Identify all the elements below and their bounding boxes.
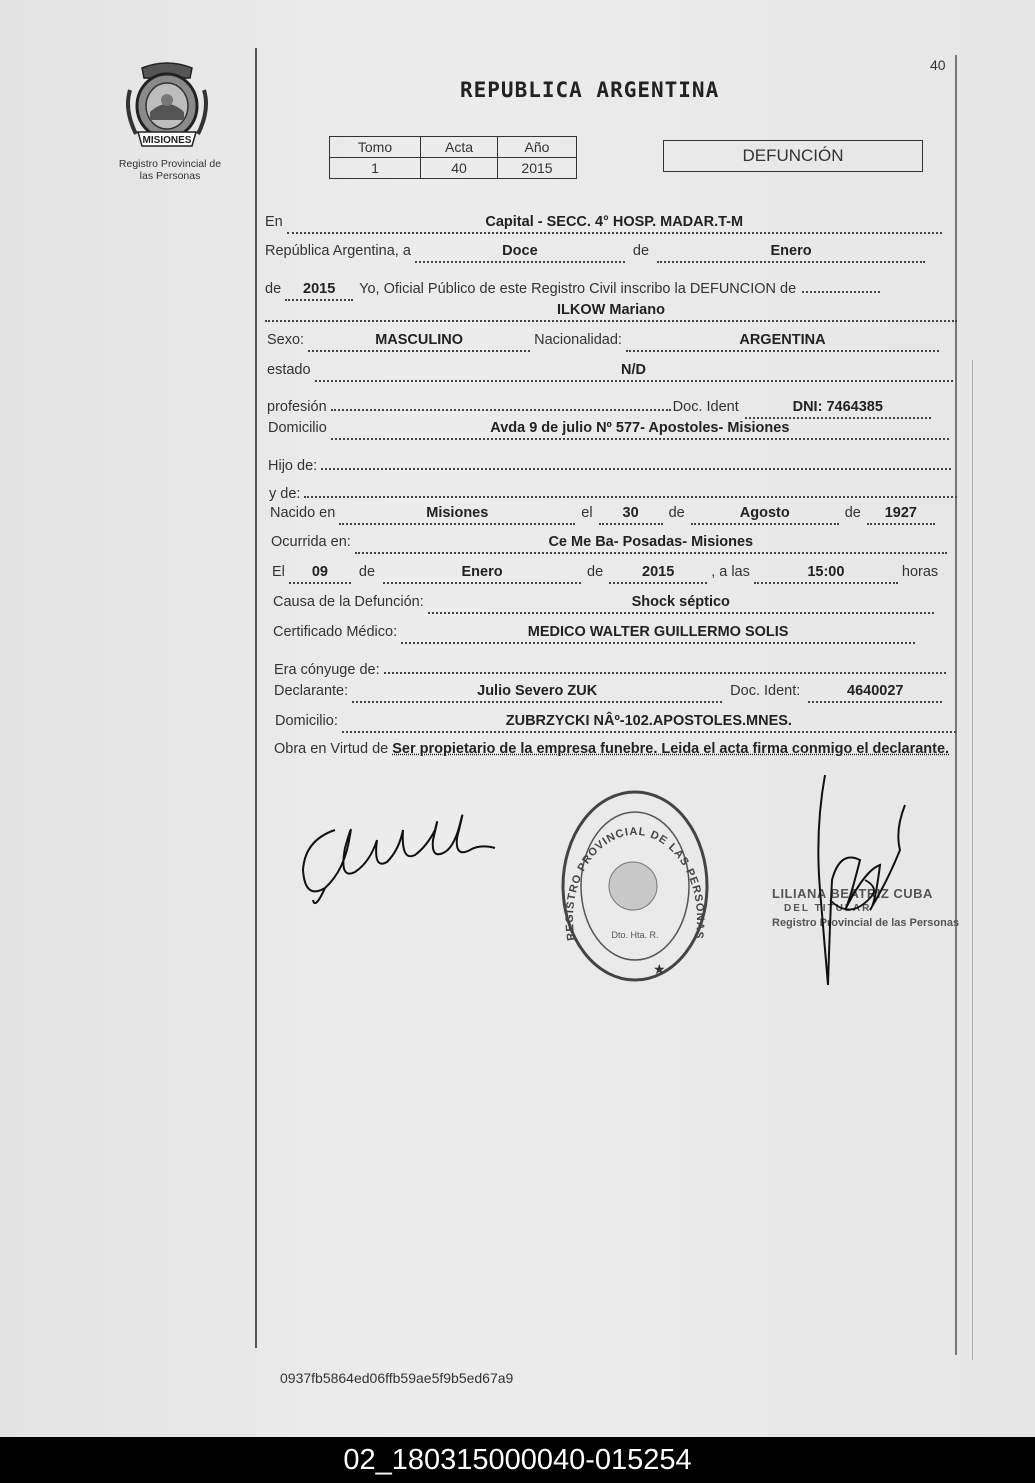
page-number: 40: [930, 57, 946, 73]
field-nacionalidad: ARGENTINA: [626, 332, 939, 352]
right-margin-line: [955, 55, 957, 1355]
row-declarante: Declarante: Julio Severo ZUK Doc. Ident: 4640027: [274, 683, 942, 703]
declarant-signature: [295, 800, 505, 915]
svg-text:★: ★: [653, 962, 666, 978]
record-type-box: DEFUNCIÓN: [663, 140, 923, 172]
field-anio: 2015: [285, 281, 353, 301]
row-estado: estado N/D: [267, 362, 953, 382]
row-hijo: Hijo de:: [268, 450, 951, 474]
field-profesion: [331, 391, 671, 411]
row-domicilio: Domicilio Avda 9 de julio Nº 577- Apostoles- Misiones: [268, 420, 949, 440]
seal-inner-text: Dto. Hta. R.: [611, 930, 659, 940]
official-role: DEL TITULAR: [784, 903, 872, 914]
field-mes-nacimiento: Agosto: [691, 505, 839, 525]
row-fecha-defuncion: El 09 de Enero de 2015 , a las 15:00 horas: [272, 564, 942, 584]
field-obra: Ser propietario de la empresa funebre. Leida el acta firma conmigo el declarante.: [392, 741, 950, 757]
page-edge-line: [972, 360, 973, 1360]
crest-text: MISIONES: [142, 135, 192, 146]
row-conyuge: Era cónyuge de:: [274, 654, 946, 678]
officer-text: Yo, Oficial Público de este Registro Civil inscribo la DEFUNCION de: [359, 281, 797, 297]
value-tomo: 1: [330, 158, 421, 179]
field-dia-defuncion: 09: [289, 564, 351, 584]
field-certificado: MEDICO WALTER GUILLERMO SOLIS: [401, 624, 915, 644]
field-ocurrida: Ce Me Ba- Posadas- Misiones: [355, 534, 947, 554]
field-lugar: Capital - SECC. 4° HOSP. MADAR.T-M: [287, 214, 942, 234]
row-oficial: de 2015 Yo, Oficial Público de este Registro Civil inscribo la DEFUNCION de: [265, 273, 880, 301]
image-id-footer: 02_180315000040-015254: [0, 1437, 1035, 1483]
field-dia: Doce: [415, 243, 625, 263]
value-acta: 40: [421, 158, 498, 179]
row-yde: y de:: [269, 478, 957, 502]
field-causa: Shock séptico: [428, 594, 934, 614]
page-title: REPUBLICA ARGENTINA: [460, 78, 720, 102]
document-hash: 0937fb5864ed06ffb59ae5f9b5ed67a9: [280, 1370, 514, 1386]
official-name: LILIANA BEATRIZ CUBA: [772, 886, 933, 901]
official-seal-stamp: [555, 790, 715, 990]
field-deceased-name: ILKOW Mariano: [265, 302, 957, 322]
field-mes-defuncion: Enero: [383, 564, 581, 584]
row-nacimiento: Nacido en Misiones el 30 de Agosto de 1927: [270, 505, 935, 525]
row-domicilio-declarante: Domicilio: ZUBRZYCKI NÂº-102.APOSTOLES.MNES.: [275, 713, 956, 733]
field-conyuge: [384, 654, 946, 674]
field-anio-defuncion: 2015: [609, 564, 707, 584]
table-row: [330, 158, 577, 179]
field-declarante: Julio Severo ZUK: [352, 683, 722, 703]
header-anio: Año: [498, 137, 577, 158]
field-doc: DNI: 7464385: [745, 399, 931, 419]
field-hora-defuncion: 15:00: [754, 564, 898, 584]
field-doc-declarante: 4640027: [808, 683, 942, 703]
field-sexo: MASCULINO: [308, 332, 530, 352]
record-number-table: [329, 136, 577, 179]
header-acta: Acta: [421, 137, 498, 158]
row-certificado: Certificado Médico: MEDICO WALTER GUILLERMO SOLIS: [273, 624, 915, 644]
field-anio-nacimiento: 1927: [867, 505, 935, 525]
field-domicilio-declarante: ZUBRZYCKI NÂº-102.APOSTOLES.MNES.: [342, 713, 956, 733]
field-estado: N/D: [315, 362, 953, 382]
row-sexo: Sexo: MASCULINO Nacionalidad: ARGENTINA: [267, 332, 939, 352]
row-nombre: [265, 302, 957, 322]
row-ocurrida: Ocurrida en: Ce Me Ba- Posadas- Misiones: [271, 534, 947, 554]
seal-ring-text: REGISTRO PROVINCIAL DE LAS PERSONAS: [563, 825, 707, 942]
misiones-crest-logo: [122, 60, 212, 152]
row-fecha: República Argentina, a Doce de Enero: [265, 243, 925, 263]
row-en: En Capital - SECC. 4° HOSP. MADAR.T-M: [265, 214, 942, 234]
field-mes: Enero: [657, 243, 925, 263]
field-lugar-nacimiento: Misiones: [339, 505, 575, 525]
left-margin-line: [255, 48, 257, 1348]
row-causa: Causa de la Defunción: Shock séptico: [273, 594, 934, 614]
official-signature: [770, 770, 970, 995]
registry-caption: Registro Provincial de las Personas: [118, 158, 222, 182]
header-tomo: Tomo: [330, 137, 421, 158]
field-yde: [304, 478, 957, 498]
field-blank: [802, 273, 880, 293]
table-header-row: [330, 137, 577, 158]
value-anio: 2015: [498, 158, 577, 179]
row-profesion: profesión Doc. Ident DNI: 7464385: [267, 391, 931, 419]
official-registry: Registro Provincial de las Personas: [772, 917, 960, 929]
field-domicilio: Avda 9 de julio Nº 577- Apostoles- Misiones: [331, 420, 949, 440]
row-obra: Obra en Virtud de Ser propietario de la empresa funebre. Leida el acta firma conmigo el declarante.: [274, 741, 950, 757]
field-dia-nacimiento: 30: [599, 505, 663, 525]
field-hijo: [321, 450, 951, 470]
